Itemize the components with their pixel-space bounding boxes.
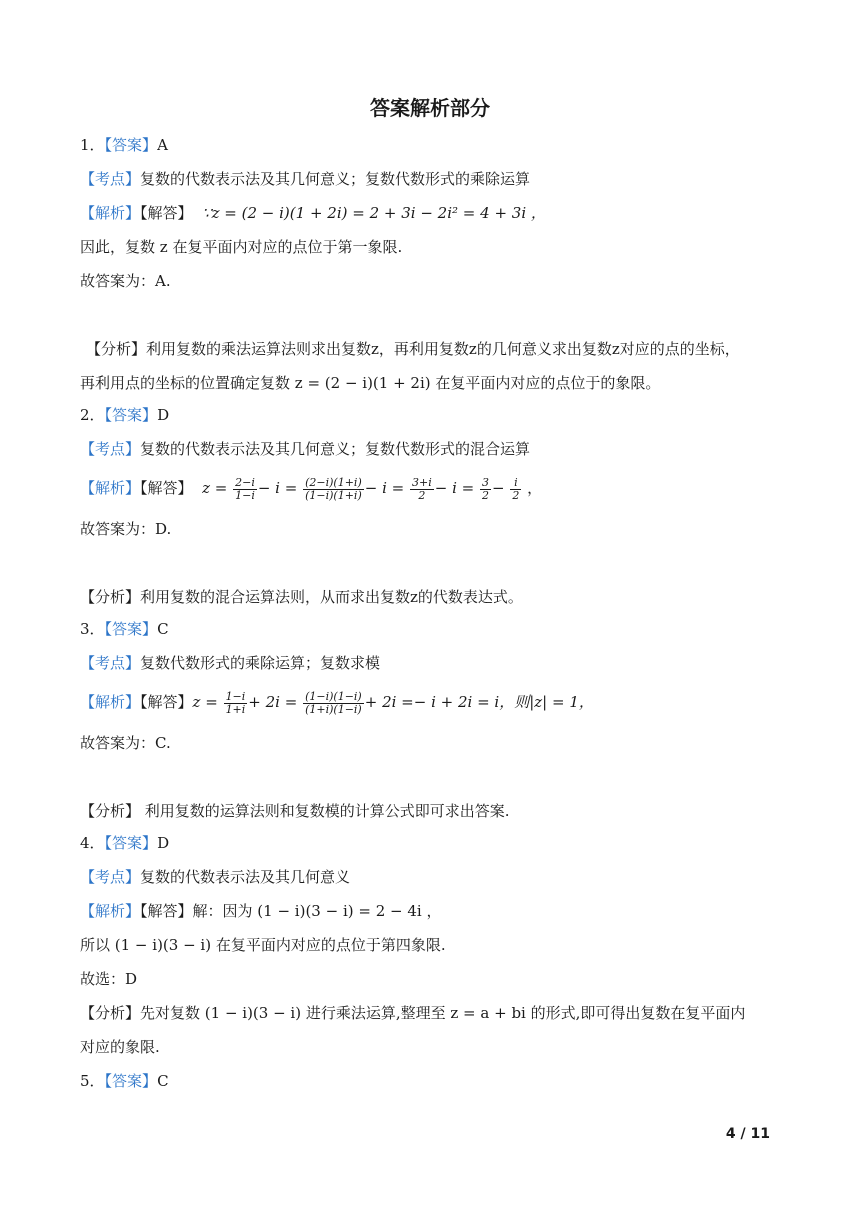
q1-number: 1． xyxy=(80,136,105,154)
q2-analysis-text: 利用复数的混合运算法则，从而求出复数z的代数表达式。 xyxy=(140,588,523,606)
q2-fraction: $\frac{i}{2}$ xyxy=(512,475,520,502)
analysis-tag: 【解析】 xyxy=(80,693,141,711)
q4-analysis-line2: 对应的象限. xyxy=(80,1038,160,1056)
q5-answer-line xyxy=(80,1070,169,1092)
q1-solution-line xyxy=(80,202,546,224)
point-tag: 【考点】 xyxy=(80,170,141,188)
q4-final: 故选：D xyxy=(80,970,138,988)
q1-analysis-line1 xyxy=(86,338,740,360)
q5-number: 5． xyxy=(80,1072,105,1090)
q2-solution-line: 【解析】【解答】 z = $\frac{2-i}{1-i}$ − i = $\frac{(2-i)(1+i)}{(1-i)(1+i)}$ − i = $\frac{3+i}{2}$ − i = $\frac{3}{2}$ − $\frac{i}{2}$ ， xyxy=(80,475,543,502)
q4-number: 4． xyxy=(80,834,105,852)
answer-tag: 【答案】 xyxy=(104,1072,158,1090)
q4-answer-line xyxy=(80,832,169,854)
q4-point: 复数的代数表示法及其几何意义 xyxy=(140,868,351,886)
q1-point-line xyxy=(80,168,530,190)
q1-analysis-line2: 再利用点的坐标的位置确定复数 z = (2 − i)(1 + 2i) 在复平面内对应的点位于的象限。 xyxy=(80,374,661,392)
q2-analysis-line xyxy=(80,586,523,608)
solution-tag: 【解答】 xyxy=(140,693,193,711)
q3-point-line xyxy=(80,652,380,674)
point-tag: 【考点】 xyxy=(80,440,141,458)
fenxi-tag: 【分析】 xyxy=(86,340,147,358)
solution-tag: 【解答】 xyxy=(140,902,193,920)
q3-solution-tail: + 2i =− i + 2i = i，则|z| = 1， xyxy=(364,693,594,711)
q2-answer: D xyxy=(157,406,170,424)
answer-tag: 【答案】 xyxy=(104,620,158,638)
solution-tag: 【解答】 xyxy=(140,204,193,222)
q2-answer-line xyxy=(80,404,169,426)
q1-solution-math: ∵z = (2 − i)(1 + 2i) = 2 + 3i − 2i² = 4 + 3i ， xyxy=(202,204,546,222)
q2-fraction: $\frac{(2-i)(1+i)}{(1-i)(1+i)}$ xyxy=(305,475,362,502)
q1-point: 复数的代数表示法及其几何意义；复数代数形式的乘除运算 xyxy=(140,170,531,188)
q2-point-line xyxy=(80,438,530,460)
q1-analysis-text1: 利用复数的乘法运算法则求出复数z，再利用复数z的几何意义求出复数z对应的点的坐标， xyxy=(146,340,740,358)
q1-final: 故答案为：A. xyxy=(80,272,171,290)
fenxi-tag: 【分析】 xyxy=(80,1004,141,1022)
q3-number: 3． xyxy=(80,620,105,638)
q3-fraction: $\frac{1-i}{1+i}$ xyxy=(225,689,246,716)
analysis-tag: 【解析】 xyxy=(80,479,141,497)
page-title: 答案解析部分 xyxy=(370,96,490,120)
q2-final: 故答案为：D. xyxy=(80,520,172,538)
analysis-tag: 【解析】 xyxy=(80,902,141,920)
q2-point: 复数的代数表示法及其几何意义；复数代数形式的混合运算 xyxy=(140,440,531,458)
solution-tag: 【解答】 xyxy=(140,479,193,497)
q3-analysis-text: 利用复数的运算法则和复数模的计算公式即可求出答案. xyxy=(140,802,510,820)
q4-analysis-text1: 先对复数 (1 − i)(3 − i) 进行乘法运算,整理至 z = a + bi 的形式,即可得出复数在复平面内 xyxy=(140,1004,746,1022)
q3-answer: C xyxy=(157,620,169,638)
q2-number: 2． xyxy=(80,406,105,424)
q4-solution: 解：因为 (1 − i)(3 − i) = 2 − 4i ， xyxy=(192,902,442,920)
answer-tag: 【答案】 xyxy=(104,136,158,154)
q3-answer-line xyxy=(80,618,169,640)
q3-analysis-line xyxy=(80,800,510,822)
page-number: 4 / 11 xyxy=(725,1126,770,1142)
q4-solution-line xyxy=(80,900,441,922)
point-tag: 【考点】 xyxy=(80,654,141,672)
q3-solution-line: 【解析】【解答】z = $\frac{1-i}{1+i}$ + 2i = $\frac{(1-i)(1-i)}{(1+i)(1-i)}$ + 2i =− i + 2i = i，则|z| = 1， xyxy=(80,689,594,716)
q1-answer-line xyxy=(80,134,168,156)
q3-point: 复数代数形式的乘除运算；复数求模 xyxy=(140,654,381,672)
q2-fraction: $\frac{3}{2}$ xyxy=(482,475,490,502)
q3-fraction: $\frac{(1-i)(1-i)}{(1+i)(1-i)}$ xyxy=(305,689,362,716)
answer-tag: 【答案】 xyxy=(104,834,158,852)
q5-answer: C xyxy=(157,1072,169,1090)
q2-fraction: $\frac{3+i}{2}$ xyxy=(412,475,432,502)
analysis-tag: 【解析】 xyxy=(80,204,141,222)
q1-conclusion: 因此，复数 z 在复平面内对应的点位于第一象限. xyxy=(80,238,403,256)
q4-point-line xyxy=(80,866,350,888)
fenxi-tag: 【分析】 xyxy=(80,802,141,820)
q1-answer: A xyxy=(157,136,168,154)
q3-final: 故答案为：C. xyxy=(80,734,171,752)
point-tag: 【考点】 xyxy=(80,868,141,886)
fenxi-tag: 【分析】 xyxy=(80,588,141,606)
q4-answer: D xyxy=(157,834,170,852)
q4-conclusion: 所以 (1 − i)(3 − i) 在复平面内对应的点位于第四象限. xyxy=(80,936,446,954)
q4-analysis-line1 xyxy=(80,1002,745,1024)
q2-fraction: $\frac{2-i}{1-i}$ xyxy=(235,475,255,502)
answer-tag: 【答案】 xyxy=(104,406,158,424)
